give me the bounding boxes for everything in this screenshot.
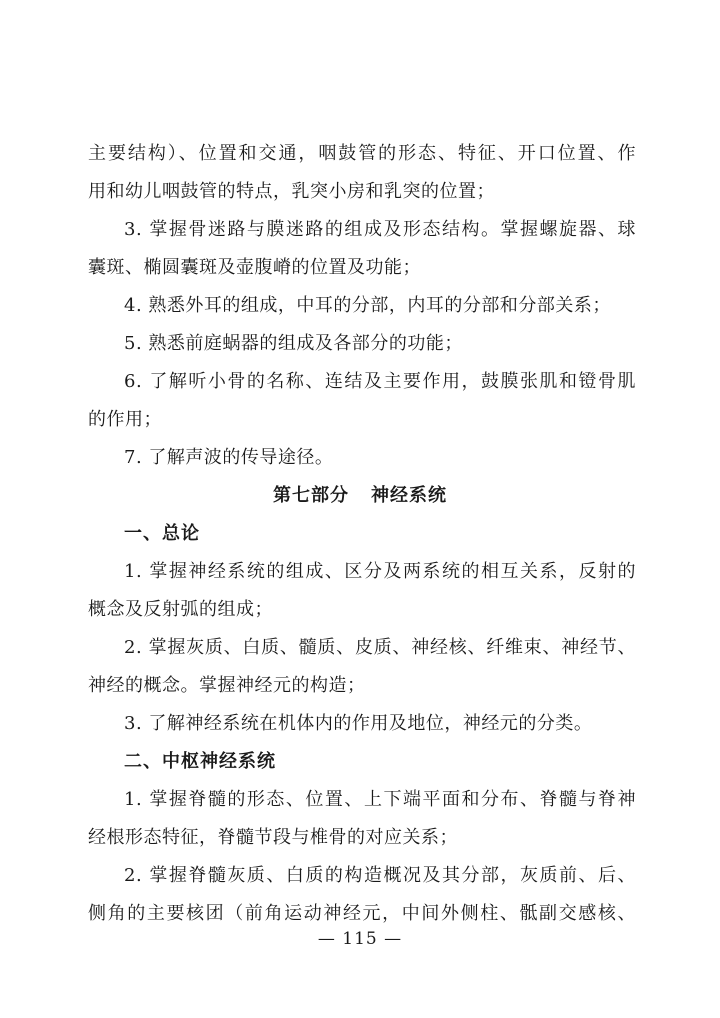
text-line: 3. 掌握骨迷路与膜迷路的组成及形态结构。掌握螺旋器、球 <box>124 219 636 240</box>
section-name: 神经系统 <box>371 485 447 506</box>
text-line: 1. 掌握神经系统的组成、区分及两系统的相互关系，反射的 <box>124 561 636 582</box>
section-part: 第七部分 <box>273 485 349 506</box>
text-line: 神经的概念。掌握神经元的构造； <box>88 675 366 696</box>
text-line: 6. 了解听小骨的名称、连结及主要作用，鼓膜张肌和镫骨肌 <box>124 371 636 392</box>
text-line: 7. 了解声波的传导途径。 <box>124 447 334 468</box>
subsection-title-central: 二、中枢神经系统 <box>124 751 276 772</box>
text-line: 5. 熟悉前庭蜗器的组成及各部分的功能； <box>124 333 463 354</box>
text-line: 主要结构）、位置和交通，咽鼓管的形态、特征、开口位置、作 <box>88 143 636 164</box>
section-heading <box>0 484 720 508</box>
page-number: — 115 — <box>317 929 403 949</box>
text-line: 1. 掌握脊髓的形态、位置、上下端平面和分布、脊髓与脊神 <box>124 789 636 810</box>
text-line: 概念及反射弧的组成； <box>88 599 273 620</box>
text-line: 侧角的主要核团（前角运动神经元，中间外侧柱、骶副交感核、 <box>88 903 636 924</box>
text-line: 2. 掌握灰质、白质、髓质、皮质、神经核、纤维束、神经节、 <box>124 637 636 658</box>
text-line: 2. 掌握脊髓灰质、白质的构造概况及其分部，灰质前、后、 <box>124 865 636 886</box>
text-line: 用和幼儿咽鼓管的特点，乳突小房和乳突的位置； <box>88 181 495 202</box>
text-line: 4. 熟悉外耳的组成，中耳的分部，内耳的分部和分部关系； <box>124 295 611 316</box>
text-line: 3. 了解神经系统在机体内的作用及地位，神经元的分类。 <box>124 713 593 734</box>
text-line: 囊斑、椭圆囊斑及壶腹嵴的位置及功能； <box>88 257 421 278</box>
text-line: 的作用； <box>88 409 162 430</box>
subsection-title-general: 一、总论 <box>124 523 200 544</box>
text-line: 经根形态特征，脊髓节段与椎骨的对应关系； <box>88 827 458 848</box>
